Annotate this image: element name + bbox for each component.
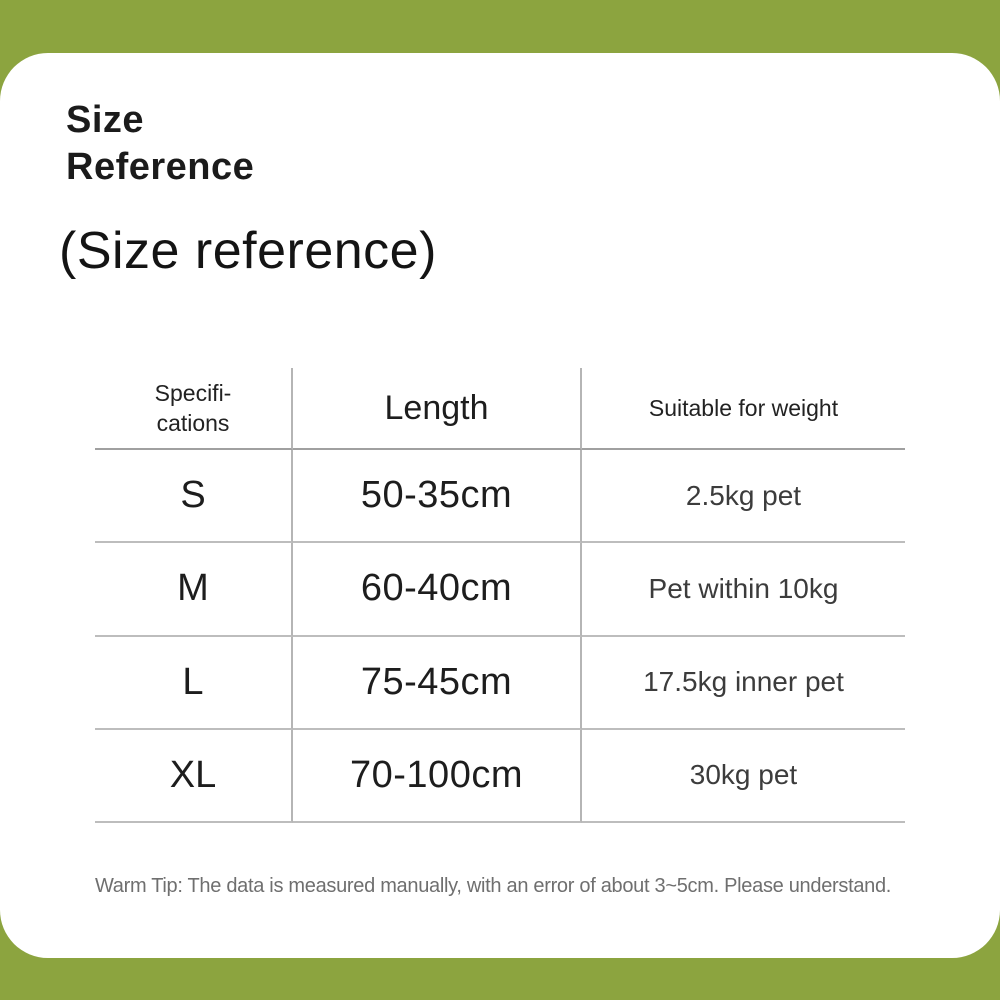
page-title-line1: Size	[66, 99, 145, 141]
row-m-weight-cell: Pet within 10kg	[582, 543, 905, 636]
row-s-spec-cell: S	[95, 450, 293, 543]
size-reference-table	[95, 368, 905, 823]
row-m-spec-cell: M	[95, 543, 293, 636]
row-xl-length-cell: 70-100cm	[293, 730, 582, 823]
spec-header-line2: cations	[156, 410, 230, 436]
row-s-weight-cell: 2.5kg pet	[582, 450, 905, 543]
page-subtitle: (Size reference)	[59, 222, 437, 280]
warm-tip-text: Warm Tip: The data is measured manually, with an error of about 3~5cm. Please understand.	[94, 875, 892, 897]
row-xl-weight-cell: 30kg pet	[582, 730, 905, 823]
row-l-length-cell: 75-45cm	[293, 637, 582, 730]
page-title-line2: Reference	[66, 146, 255, 188]
weight-column-header: Suitable for weight	[582, 368, 905, 450]
length-column-header: Length	[293, 368, 582, 450]
row-xl-spec-cell: XL	[95, 730, 293, 823]
row-s-length-cell: 50-35cm	[293, 450, 582, 543]
spec-column-header	[95, 368, 293, 450]
row-l-spec-cell: L	[95, 637, 293, 730]
row-l-weight-cell: 17.5kg inner pet	[582, 637, 905, 730]
spec-header-line1: Specifi-	[154, 380, 232, 406]
page-title	[66, 97, 254, 191]
row-m-length-cell: 60-40cm	[293, 543, 582, 636]
